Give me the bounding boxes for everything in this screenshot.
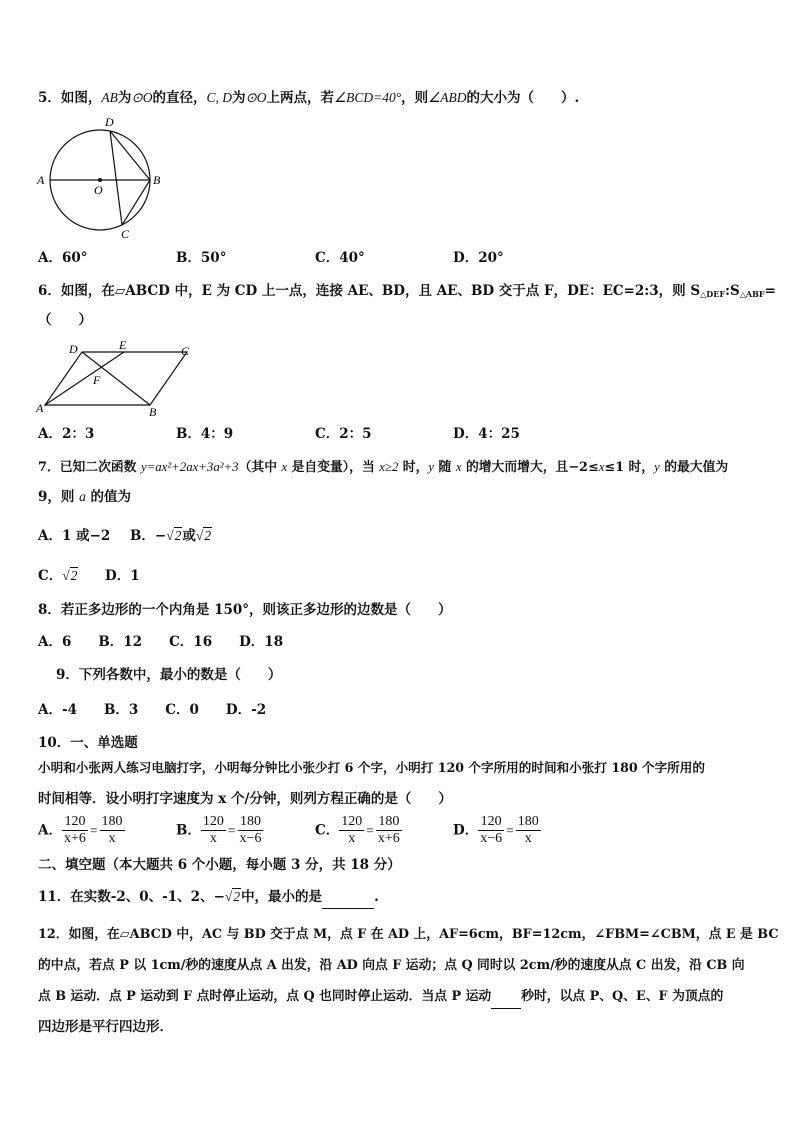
q10-option-a[interactable]: A． $\frac{120}{x+6}$ = $\frac{180}{x}$ — [38, 814, 123, 846]
label-e: E — [119, 340, 127, 352]
label-b: B — [149, 405, 157, 418]
q10-option-b[interactable]: B． $\frac{120}{x}$ = $\frac{180}{x-6}$ — [176, 814, 262, 846]
q10-line2: 时间相等．设小明打字速度为 x 个/分钟，则列方程正确的是（ ） — [38, 791, 452, 807]
q7-option-d[interactable]: D．1 — [105, 568, 140, 584]
q12-line3: 点 B 运动．点 P 运动到 F 点时停止运动，点 Q 也同时停止运动．当点 P 运动 秒时，以点 P、Q、E、F 为顶点的 — [38, 988, 723, 1009]
q5-ab: AB — [101, 90, 118, 105]
q5-option-a[interactable]: A．60° — [38, 250, 88, 266]
segment-ae — [45, 352, 124, 405]
q5-option-d[interactable]: D．20° — [453, 250, 504, 266]
q5-angle-abd: ∠ABD — [428, 90, 467, 105]
q5-cd: C, D — [206, 90, 232, 105]
q6-option-d[interactable]: D．4：25 — [453, 426, 520, 442]
label-a: A — [37, 173, 45, 187]
q6-paren: （ ） — [38, 312, 92, 328]
q12-answer-blank[interactable] — [491, 990, 521, 1009]
label-o: O — [94, 183, 103, 197]
q7-option-c[interactable]: C．√2 — [38, 568, 78, 584]
q10-option-c[interactable]: C． $\frac{120}{x}$ = $\frac{180}{x+6}$ — [315, 814, 400, 846]
q8-options[interactable]: A．6 B．12 C．16 D．18 — [38, 634, 284, 650]
segment-dc — [110, 131, 122, 225]
q9-options[interactable]: A．-4 B．3 C．0 D．-2 — [38, 702, 267, 718]
q7-function: y=ax²+2ax+3a²+3 — [140, 460, 239, 474]
q12-line1: 12．如图，在▱ABCD 中，AC 与 BD 交于点 M，点 F 在 AD 上，AF=6cm，BF=12cm，∠FBM=∠CBM，点 E 是 BC — [38, 927, 779, 942]
segment-cb — [122, 180, 150, 225]
q6-option-a[interactable]: A．2：3 — [38, 426, 95, 442]
q5-option-b[interactable]: B．50° — [176, 250, 227, 266]
q5-option-c[interactable]: C．40° — [315, 250, 365, 266]
q9-stem: 9．下列各数中，最小的数是（ ） — [56, 667, 282, 683]
q7-option-a[interactable]: A．1 或−2 — [38, 528, 111, 544]
q10-line1: 小明和小张两人练习电脑打字，小明每分钟比小张少打 6 个字，小明打 120 个字所用的时间和小张打 180 个字所用的 — [38, 760, 705, 775]
parallelogram-symbol: ▱ — [114, 283, 126, 299]
q5-circle-figure — [34, 112, 170, 242]
q6-parallelogram-figure — [34, 340, 200, 418]
label-c: C — [121, 227, 130, 241]
q6-option-c[interactable]: C．2：5 — [315, 426, 372, 442]
q5-angle-bcd: ∠BCD=40° — [334, 90, 402, 105]
q11-answer-blank[interactable] — [322, 890, 374, 909]
label-d: D — [105, 115, 114, 129]
section-2-heading: 二、填空题（本大题共 6 个小题，每小题 3 分，共 18 分） — [38, 857, 401, 873]
label-f: F — [93, 373, 101, 387]
q6-stem: 6．如图，在▱ABCD 中，E 为 CD 上一点，连接 AE、BD，且 AE、BD 交于点 F，DE：EC=2:3，则 $S_{\triangle DEF}:S_{\triangle ABF}=$ — [38, 283, 776, 299]
q5-circle-symbol: ⊙O — [131, 90, 153, 105]
q7-stem-line2: 9，则 a 的值为 — [38, 489, 132, 505]
q12-line4: 四边形是平行四边形． — [38, 1019, 173, 1035]
q10-heading: 10．一、单选题 — [38, 735, 138, 751]
q5-stem: 5．如图，AB为⊙O的直径，C, D为⊙O上两点，若∠BCD=40°，则∠ABD的大小为（ ）. — [38, 90, 580, 106]
q7-option-b[interactable]: B．−√2或√2 — [130, 528, 212, 544]
label-d: D — [69, 342, 78, 356]
label-a: A — [36, 401, 44, 415]
q8-stem: 8．若正多边形的一个内角是 150°，则该正多边形的边数是（ ） — [38, 602, 452, 618]
q6-option-b[interactable]: B．4：9 — [176, 426, 234, 442]
q7-stem-line1: 7．已知二次函数 y=ax²+2ax+3a²+3（其中 x 是自变量），当 x≥2 时，y 随 x 的增大而增大，且−2≤x≤1 时，y 的最大值为 — [38, 460, 729, 475]
q12-line2: 的中点，若点 P 以 1cm/秒的速度从点 A 出发，沿 AD 向点 F 运动；点 Q 同时以 2cm/秒的速度从点 C 出发，沿 CB 向 — [38, 958, 745, 973]
q10-option-d[interactable]: D． $\frac{120}{x-6}$ = $\frac{180}{x}$ — [453, 814, 539, 846]
q11-stem: 11．在实数-2、0、-1、2、−√2中，最小的是 . — [38, 888, 379, 909]
label-c: C — [181, 344, 190, 358]
label-b: B — [153, 173, 161, 187]
center-dot — [98, 178, 102, 182]
